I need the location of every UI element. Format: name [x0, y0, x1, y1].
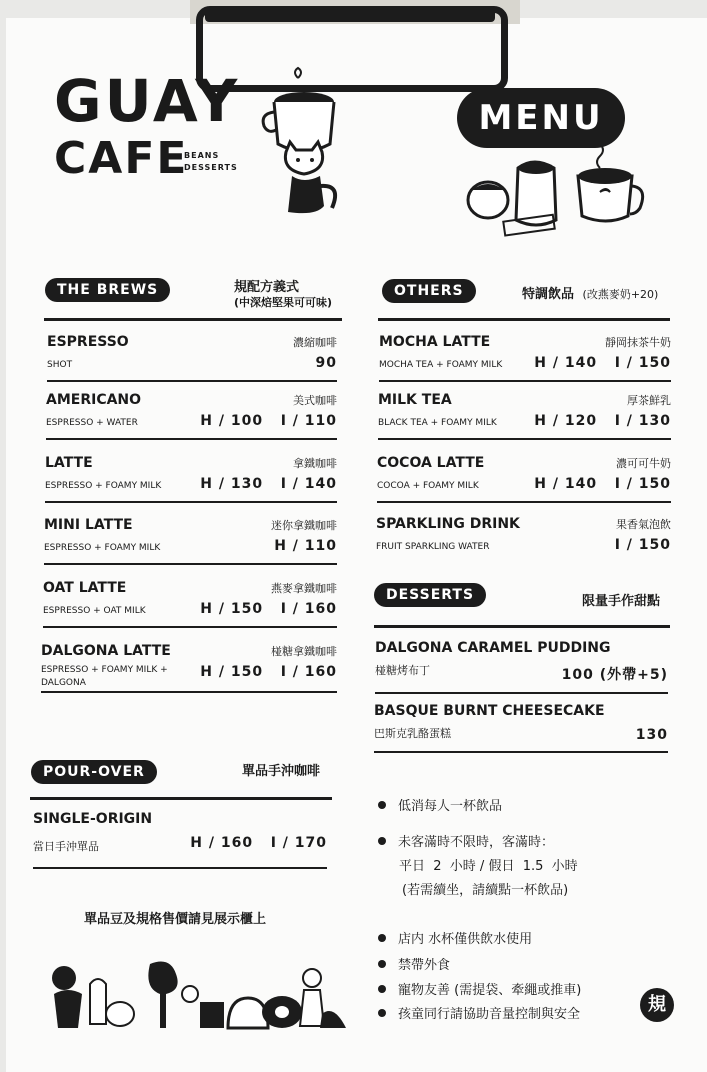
item-name: OAT LATTE: [43, 580, 127, 596]
section-label-others: OTHERS: [382, 279, 476, 303]
item-name-zh: 巴斯克乳酪蛋糕: [374, 727, 451, 740]
others-subtitle-text: 特調飲品: [522, 287, 575, 302]
item-name-zh: 燕麥拿鐵咖啡: [271, 582, 337, 595]
footnote: 單品豆及規格售價請見展示櫃上: [84, 912, 267, 927]
bullet-icon: [378, 801, 386, 809]
item-name: LATTE: [45, 455, 93, 471]
item-price: H / 140 I / 150: [534, 355, 671, 371]
item-name: BASQUE BURNT CHEESECAKE: [374, 703, 605, 719]
menu-item: [43, 580, 337, 628]
item-price: 130: [635, 727, 668, 743]
menu-item: [41, 643, 337, 693]
item-name: SPARKLING DRINK: [376, 516, 520, 532]
item-price: H / 140 I / 150: [534, 476, 671, 492]
rule-children: [378, 1004, 580, 1026]
item-price: I / 150: [614, 537, 671, 553]
menu-item: [374, 703, 668, 753]
item-name: COCOA LATTE: [377, 455, 485, 471]
item-divider: [44, 563, 337, 565]
item-name-zh: 果香氣泡飲: [616, 518, 671, 531]
menu-item: [47, 334, 337, 382]
pourover-top-rule: [30, 797, 332, 800]
rule-time-limit: [378, 832, 554, 854]
item-divider: [45, 501, 337, 503]
item-divider: [379, 380, 671, 382]
rule-time-limit-note: (若需續坐，請續點一杯飲品): [402, 883, 569, 898]
item-divider: [46, 438, 337, 440]
item-name-zh: 濃縮咖啡: [293, 336, 337, 349]
item-name-zh: 美式咖啡: [293, 394, 337, 407]
item-desc: COCOA + FOAMY MILK: [377, 481, 479, 491]
rule-text: 未客滿時不限時，客滿時：: [398, 835, 555, 850]
item-name-zh: 拿鐵咖啡: [293, 457, 337, 470]
item-divider: [47, 380, 337, 382]
item-name: ESPRESSO: [47, 334, 129, 350]
rules-badge: 規: [640, 988, 674, 1022]
item-name: MOCHA LATTE: [379, 334, 491, 350]
item-divider: [33, 867, 327, 869]
item-desc: BLACK TEA + FOAMY MILK: [378, 418, 497, 428]
item-name: DALGONA CARAMEL PUDDING: [375, 640, 611, 656]
menu-item: [33, 811, 327, 869]
desserts-top-rule: [374, 625, 670, 628]
brews-subtitle: 規配方義式: [234, 280, 300, 295]
bullet-icon: [378, 837, 386, 845]
item-desc: FRUIT SPARKLING WATER: [376, 542, 490, 552]
menu-item: [378, 392, 671, 440]
item-price: 100 (外帶+5): [561, 667, 668, 683]
brand-cafe: CAFE: [54, 133, 189, 184]
item-name: SINGLE-ORIGIN: [33, 811, 153, 827]
section-label-brews: THE BREWS: [45, 278, 170, 302]
item-divider: [375, 692, 668, 694]
item-name: AMERICANO: [46, 392, 142, 408]
item-desc: ESPRESSO + FOAMY MILK: [44, 543, 161, 553]
others-subtitle-note: (改燕麥奶+20): [582, 288, 659, 301]
item-desc: ESPRESSO + WATER: [46, 418, 138, 428]
brand-sub-beans: BEANS: [184, 151, 220, 160]
desserts-subtitle: 限量手作甜點: [582, 594, 661, 609]
item-name-zh: 椪糖烤布丁: [375, 664, 430, 677]
item-desc: ESPRESSO + FOAMY MILK: [45, 481, 162, 491]
item-price: H / 120 I / 130: [534, 413, 671, 429]
clipboard-clip: [196, 6, 508, 92]
item-price: H / 150 I / 160: [200, 601, 337, 617]
others-top-rule: [378, 318, 670, 321]
brand-subtitle: [184, 150, 238, 174]
item-price: 90: [315, 355, 337, 371]
item-name: MILK TEA: [378, 392, 452, 408]
menu-item: [46, 392, 337, 440]
item-name-zh: 濃可可牛奶: [616, 457, 671, 470]
brews-subtitle-note: (中深焙堅果可可味): [234, 296, 333, 309]
cat-coffee-illustration: [258, 66, 350, 226]
pourover-subtitle: 單品手沖咖啡: [242, 764, 321, 779]
people-beans-illustration: [50, 954, 350, 1034]
brand-name: GUAY: [54, 67, 241, 135]
rule-time-limit-detail: 平日 2 小時 / 假日 1.5 小時: [399, 859, 578, 874]
item-divider: [41, 691, 337, 693]
item-price: H / 100 I / 110: [200, 413, 337, 429]
bullet-icon: [378, 1009, 386, 1017]
section-label-desserts: DESSERTS: [374, 583, 486, 607]
menu-item: [376, 516, 671, 560]
item-desc: MOCHA TEA + FOAMY MILK: [379, 360, 503, 370]
section-label-pourover: POUR-OVER: [31, 760, 157, 784]
menu-item: [44, 517, 337, 565]
item-divider: [377, 501, 671, 503]
rule-text: 禁帶外食: [398, 958, 451, 973]
item-divider: [43, 626, 337, 628]
item-name: DALGONA LATTE: [41, 643, 171, 659]
item-price: H / 160 I / 170: [190, 835, 327, 851]
item-desc-line2: DALGONA: [41, 678, 86, 688]
item-name: MINI LATTE: [44, 517, 133, 533]
item-name-zh: 靜岡抹茶牛奶: [605, 336, 671, 349]
item-desc: ESPRESSO + OAT MILK: [43, 606, 146, 616]
rule-water: [378, 929, 532, 951]
item-name-zh: 厚茶鮮乳: [627, 394, 671, 407]
bullet-icon: [378, 934, 386, 942]
item-name-zh: 椪糖拿鐵咖啡: [271, 645, 337, 658]
rule-text: 低消每人一杯飲品: [398, 799, 503, 814]
item-price: H / 150 I / 160: [200, 664, 337, 680]
menu-item: [377, 455, 671, 503]
item-price: H / 130 I / 140: [200, 476, 337, 492]
menu-item: [379, 334, 671, 382]
item-divider: [378, 438, 671, 440]
menu-title: MENU: [457, 88, 625, 148]
cups-illustration: [460, 140, 660, 240]
menu-item: [45, 455, 337, 503]
bullet-icon: [378, 960, 386, 968]
brand-sub-desserts: DESSERTS: [184, 163, 238, 172]
bullet-icon: [378, 985, 386, 993]
item-name-zh: 迷你拿鐵咖啡: [271, 519, 337, 532]
menu-item: [375, 640, 668, 694]
item-desc: ESPRESSO + FOAMY MILK +: [41, 665, 168, 675]
others-subtitle: [522, 283, 658, 302]
item-divider: [374, 751, 668, 753]
rule-min-order: [378, 796, 502, 818]
rule-text: 孩童同行請協助音量控制與安全: [398, 1007, 581, 1022]
brews-top-rule: [44, 318, 342, 321]
rule-pets: [378, 980, 581, 1002]
item-desc: SHOT: [47, 360, 73, 370]
item-name-zh: 當日手沖單品: [33, 840, 99, 853]
item-price: H / 110: [274, 538, 337, 554]
rule-no-outside-food: [378, 955, 450, 977]
rule-text: 寵物友善 (需提袋、牽繩或推車): [398, 983, 582, 998]
rule-text: 店内 水杯僅供飲水使用: [398, 932, 533, 947]
